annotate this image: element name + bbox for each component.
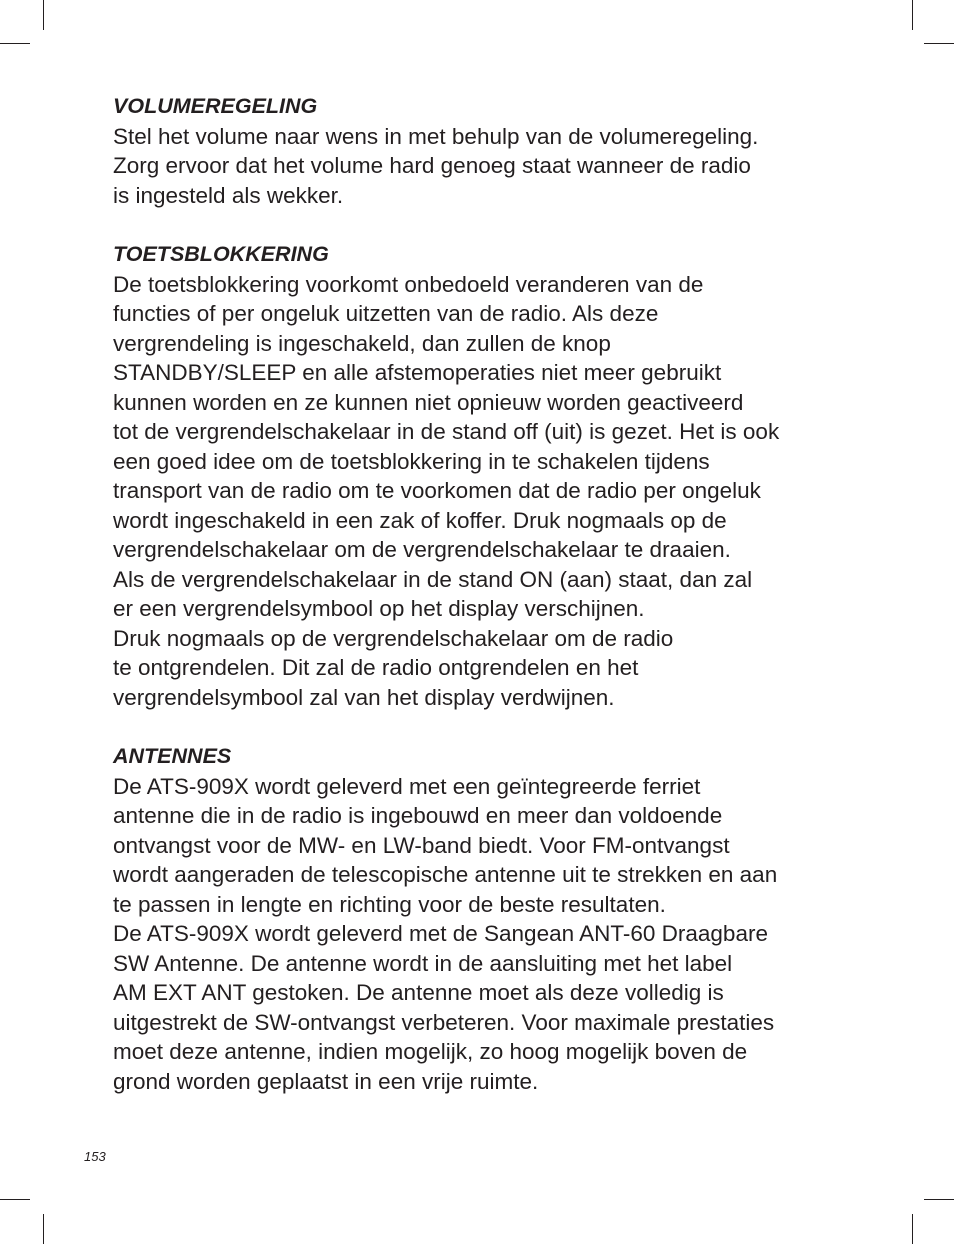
paragraph-line: De ATS-909X wordt geleverd met de Sangean ANT-60 Draagbare <box>113 921 768 946</box>
paragraph-line: uitgestrekt de SW-ontvangst verbeteren. Voor maximale prestaties <box>113 1009 775 1035</box>
paragraph-line: is ingesteld als wekker. <box>113 182 344 208</box>
paragraph-line: vergrendelsymbool zal van het display verdwijnen. <box>113 684 615 710</box>
section-heading: VOLUMEREGELING <box>113 94 318 118</box>
paragraph-line: kunnen worden en ze kunnen niet opnieuw worden geactiveerd <box>113 389 744 415</box>
crop-mark-bottom-right-vertical <box>912 1214 913 1244</box>
paragraph-line: Als de vergrendelschakelaar in de stand ON (aan) staat, dan zal <box>113 566 753 592</box>
paragraph-line: SW Antenne. De antenne wordt in de aansluiting met het label <box>113 950 733 976</box>
paragraph-line: AM EXT ANT gestoken. De antenne moet als deze volledig is <box>113 980 724 1005</box>
section-heading: ANTENNES <box>113 744 232 768</box>
paragraph-line: moet deze antenne, indien mogelijk, zo hoog mogelijk boven de <box>113 1039 748 1064</box>
paragraph-line: Zorg ervoor dat het volume hard genoeg staat wanneer de radio <box>113 153 751 178</box>
paragraph-line: wordt ingeschakeld in een zak of koffer. Druk nogmaals op de <box>113 507 727 533</box>
page-content <box>113 92 873 1126</box>
paragraph-line: ontvangst voor de MW- en LW-band biedt. Voor FM-ontvangst <box>113 832 730 858</box>
paragraph-line: vergrendelschakelaar om de vergrendelschakelaar te draaien. <box>113 537 731 562</box>
section-heading: TOETSBLOKKERING <box>113 242 329 266</box>
crop-mark-top-right-vertical <box>912 0 913 30</box>
section-toetsblokkering <box>113 240 873 712</box>
paragraph-line: Druk nogmaals op de vergrendelschakelaar om de radio <box>113 625 674 651</box>
paragraph-line: vergrendeling is ingeschakeld, dan zullen de knop <box>113 330 611 356</box>
section-volumeregeling <box>113 92 873 210</box>
page-number: 153 <box>84 1149 106 1164</box>
paragraph-line: antenne die in de radio is ingebouwd en meer dan voldoende <box>113 803 723 828</box>
paragraph-line: De toetsblokkering voorkomt onbedoeld veranderen van de <box>113 271 704 297</box>
paragraph-line: grond worden geplaatst in een vrije ruimte. <box>113 1068 539 1094</box>
paragraph-line: transport van de radio om te voorkomen dat de radio per ongeluk <box>113 478 761 503</box>
paragraph-line: te passen in lengte en richting voor de beste resultaten. <box>113 891 666 917</box>
crop-mark-top-left-horizontal <box>0 43 30 44</box>
section-antennes <box>113 742 873 1096</box>
paragraph-line: functies of per ongeluk uitzetten van de radio. Als deze <box>113 301 659 326</box>
crop-mark-bottom-left-vertical <box>43 1214 44 1244</box>
crop-mark-bottom-right-horizontal <box>924 1199 954 1200</box>
paragraph-line: te ontgrendelen. Dit zal de radio ontgrendelen en het <box>113 655 639 680</box>
paragraph-line: tot de vergrendelschakelaar in de stand off (uit) is gezet. Het is ook <box>113 419 780 444</box>
paragraph-line: STANDBY/SLEEP en alle afstemoperaties niet meer gebruikt <box>113 360 722 385</box>
crop-mark-bottom-left-horizontal <box>0 1199 30 1200</box>
paragraph-line: wordt aangeraden de telescopische antenne uit te strekken en aan <box>113 862 778 887</box>
paragraph-line: Stel het volume naar wens in met behulp van de volumeregeling. <box>113 123 759 149</box>
paragraph-line: De ATS-909X wordt geleverd met een geïntegreerde ferriet <box>113 773 701 799</box>
paragraph-line: er een vergrendelsymbool op het display verschijnen. <box>113 596 645 621</box>
crop-mark-top-left-vertical <box>43 0 44 30</box>
paragraph-line: een goed idee om de toetsblokkering in te schakelen tijdens <box>113 448 710 474</box>
crop-mark-top-right-horizontal <box>924 43 954 44</box>
